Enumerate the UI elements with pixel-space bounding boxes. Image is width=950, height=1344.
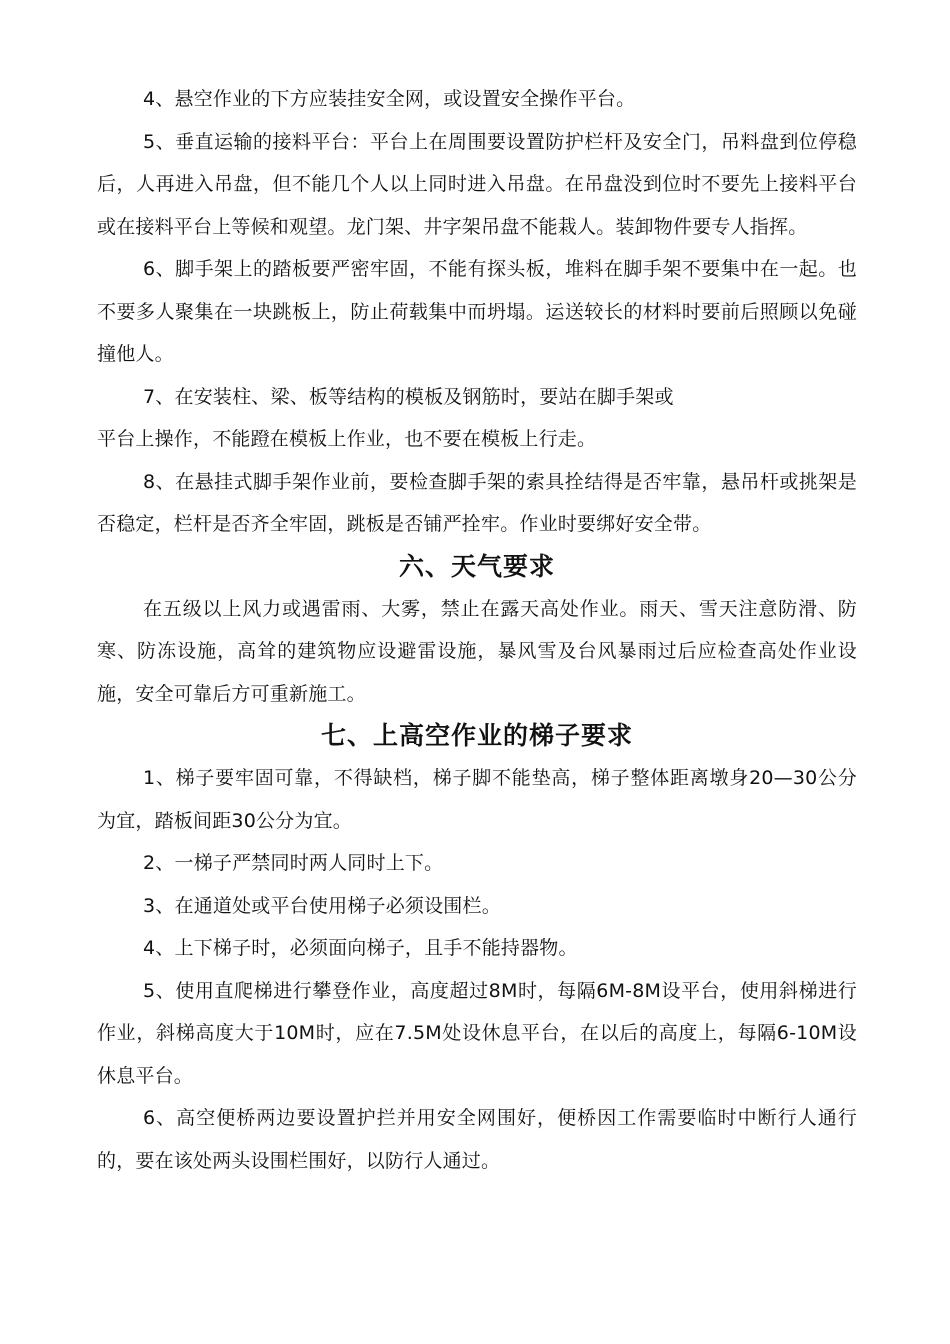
paragraph-item-6: 6、脚手架上的踏板要严密牢固，不能有探头板，堆料在脚手架不要集中在一起。也不要多人聚集在一块跳板上，防止荷载集中而坍塌。运送较长的材料时要前后照顾以免碰撞他人。 [97, 258, 857, 365]
paragraph-item-4: 4、悬空作业的下方应装挂安全网，或设置安全操作平台。 [143, 88, 636, 110]
paragraph-ladder-1: 1、梯子要牢固可靠，不得缺档，梯子脚不能垫高，梯子整体距离墩身20—30公分为宜，踏板间距30公分为宜。 [97, 767, 857, 832]
paragraph-item-7: 7、在安装柱、梁、板等结构的模板及钢筋时，要站在脚手架或 [143, 385, 674, 408]
paragraph-weather: 在五级以上风力或遇雷雨、大雾，禁止在露天高处作业。雨天、雪天注意防滑、防寒、防冻设施，高耸的建筑物应设避雷设施，暴风雪及台风暴雨过后应检查高处作业设施，安全可靠后方可重新施工。 [97, 597, 857, 705]
section-heading-ladder: 七、上高空作业的梯子要求 [320, 721, 633, 750]
paragraph-ladder-4: 4、上下梯子时，必须面向梯子，且手不能持器物。 [143, 937, 578, 959]
paragraph-ladder-2: 2、一梯子严禁同时两人同时上下。 [143, 852, 444, 874]
paragraph-item-8: 8、在悬挂式脚手架作业前，要检查脚手架的索具拴结得是否牢靠，悬吊杆或挑架是否稳定，栏杆是否齐全牢固，跳板是否铺严拴牢。作业时要绑好安全带。 [97, 470, 857, 535]
section-heading-weather: 六、天气要求 [398, 551, 555, 581]
paragraph-item-7-continued: 平台上操作，不能蹬在模板上作业，也不要在模板上行走。 [97, 428, 597, 450]
paragraph-ladder-5: 5、使用直爬梯进行攀登作业，高度超过8M时，每隔6M-8M设平台，使用斜梯进行作业，斜梯高度大于10M时，应在7.5M处设休息平台，在以后的高度上，每隔6-10M设休息平台。 [97, 979, 857, 1087]
paragraph-item-5: 5、垂直运输的接料平台：平台上在周围要设置防护栏杆及安全门，吊料盘到位停稳后，人再进入吊盘，但不能几个人以上同时进入吊盘。在吊盘没到位时不要先上接料平台或在接料平台上等候和观望。龙门架、井字架吊盘不能栽人。装卸物件要专人指挥。 [97, 130, 857, 238]
paragraph-ladder-3: 3、在通道处或平台使用梯子必须设围栏。 [143, 894, 501, 917]
paragraph-ladder-6: 6、高空便桥两边要设置护拦并用安全网围好，便桥因工作需要临时中断行人通行的，要在该处两头设围栏围好，以防行人通过。 [97, 1107, 857, 1172]
document-page [97, 78, 857, 1182]
